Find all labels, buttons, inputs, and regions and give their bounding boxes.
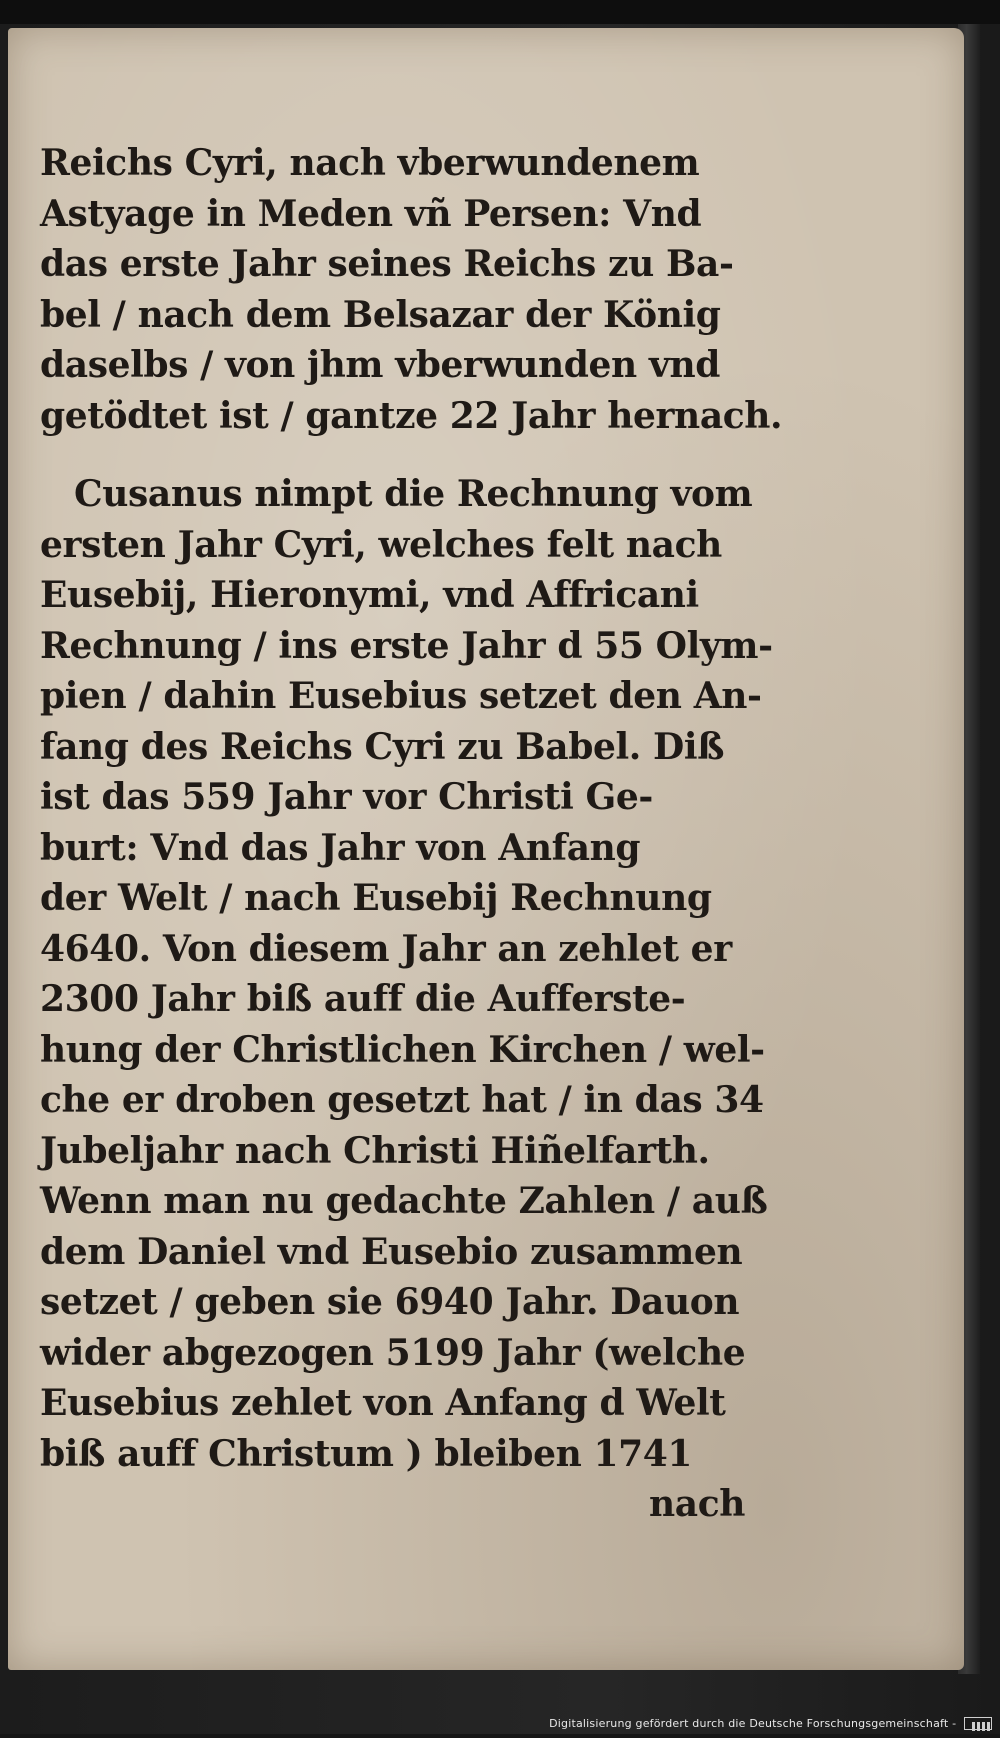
text-line: burt: Vnd das Jahr von Anfang	[40, 826, 641, 869]
text-line: daselbs / von jhm vberwunden vnd	[40, 344, 721, 386]
text-line: dem Daniel vnd Eusebio zusammen	[40, 1230, 743, 1273]
text-line: fang des Reichs Cyri zu Babel. Diß	[40, 725, 725, 768]
text-line: 4640. Von diesem Jahr an zehlet er	[40, 927, 732, 970]
text-line: ist das 559 Jahr vor Christi Ge-	[40, 776, 653, 818]
text-line: Wenn man nu gedachte Zahlen / auß	[40, 1180, 768, 1222]
scan-top-border	[0, 0, 1000, 24]
text-line: ersten Jahr Cyri, welches felt nach	[40, 523, 722, 566]
text-line: getödtet ist / gantze 22 Jahr hernach.	[40, 394, 783, 437]
text-line: wider abgezogen 5199 Jahr (welche	[40, 1331, 746, 1374]
text-line: Cusanus nimpt die Rechnung vom	[74, 473, 753, 515]
text-line: pien / dahin Eusebius setzet den An-	[40, 675, 762, 717]
text-line: Eusebius zehlet von Anfang d Welt	[40, 1382, 726, 1424]
text-line: che er droben gesetzt hat / in das 34	[40, 1079, 764, 1121]
text-line: bel / nach dem Belsazar der König	[40, 293, 721, 336]
digitization-credit	[0, 1714, 992, 1734]
page-text	[40, 138, 783, 1530]
text-line: Reichs Cyri, nach vberwundenem	[40, 142, 700, 184]
text-line: Eusebij, Hieronymi, vnd Affricani	[40, 574, 699, 616]
text-line: das erste Jahr seines Reichs zu Ba-	[40, 243, 734, 285]
text-line: Rechnung / ins erste Jahr d 55 Olym-	[40, 624, 773, 667]
text-line: 2300 Jahr biß auff die Aufferste-	[40, 978, 686, 1020]
text-line: Astyage in Meden vñ Persen: Vnd	[40, 192, 702, 235]
paragraph-2	[40, 469, 773, 1479]
text-line: hung der Christlichen Kirchen / wel-	[40, 1028, 765, 1071]
catchword: nach	[649, 1483, 745, 1525]
text-line: der Welt / nach Eusebij Rechnung	[40, 877, 712, 919]
text-line: setzet / geben sie 6940 Jahr. Dauon	[40, 1281, 740, 1323]
text-line: biß auff Christum ) bleiben 1741	[40, 1432, 693, 1475]
paragraph-1	[40, 138, 783, 441]
credit-text: Digitalisierung gefördert durch die Deutsche Forschungsgemeinschaft -	[549, 1717, 957, 1730]
text-line: Jubeljahr nach Christi Hiñelfarth.	[40, 1129, 710, 1172]
paragraph-gap	[40, 441, 760, 469]
dfg-logo-icon	[964, 1717, 992, 1730]
